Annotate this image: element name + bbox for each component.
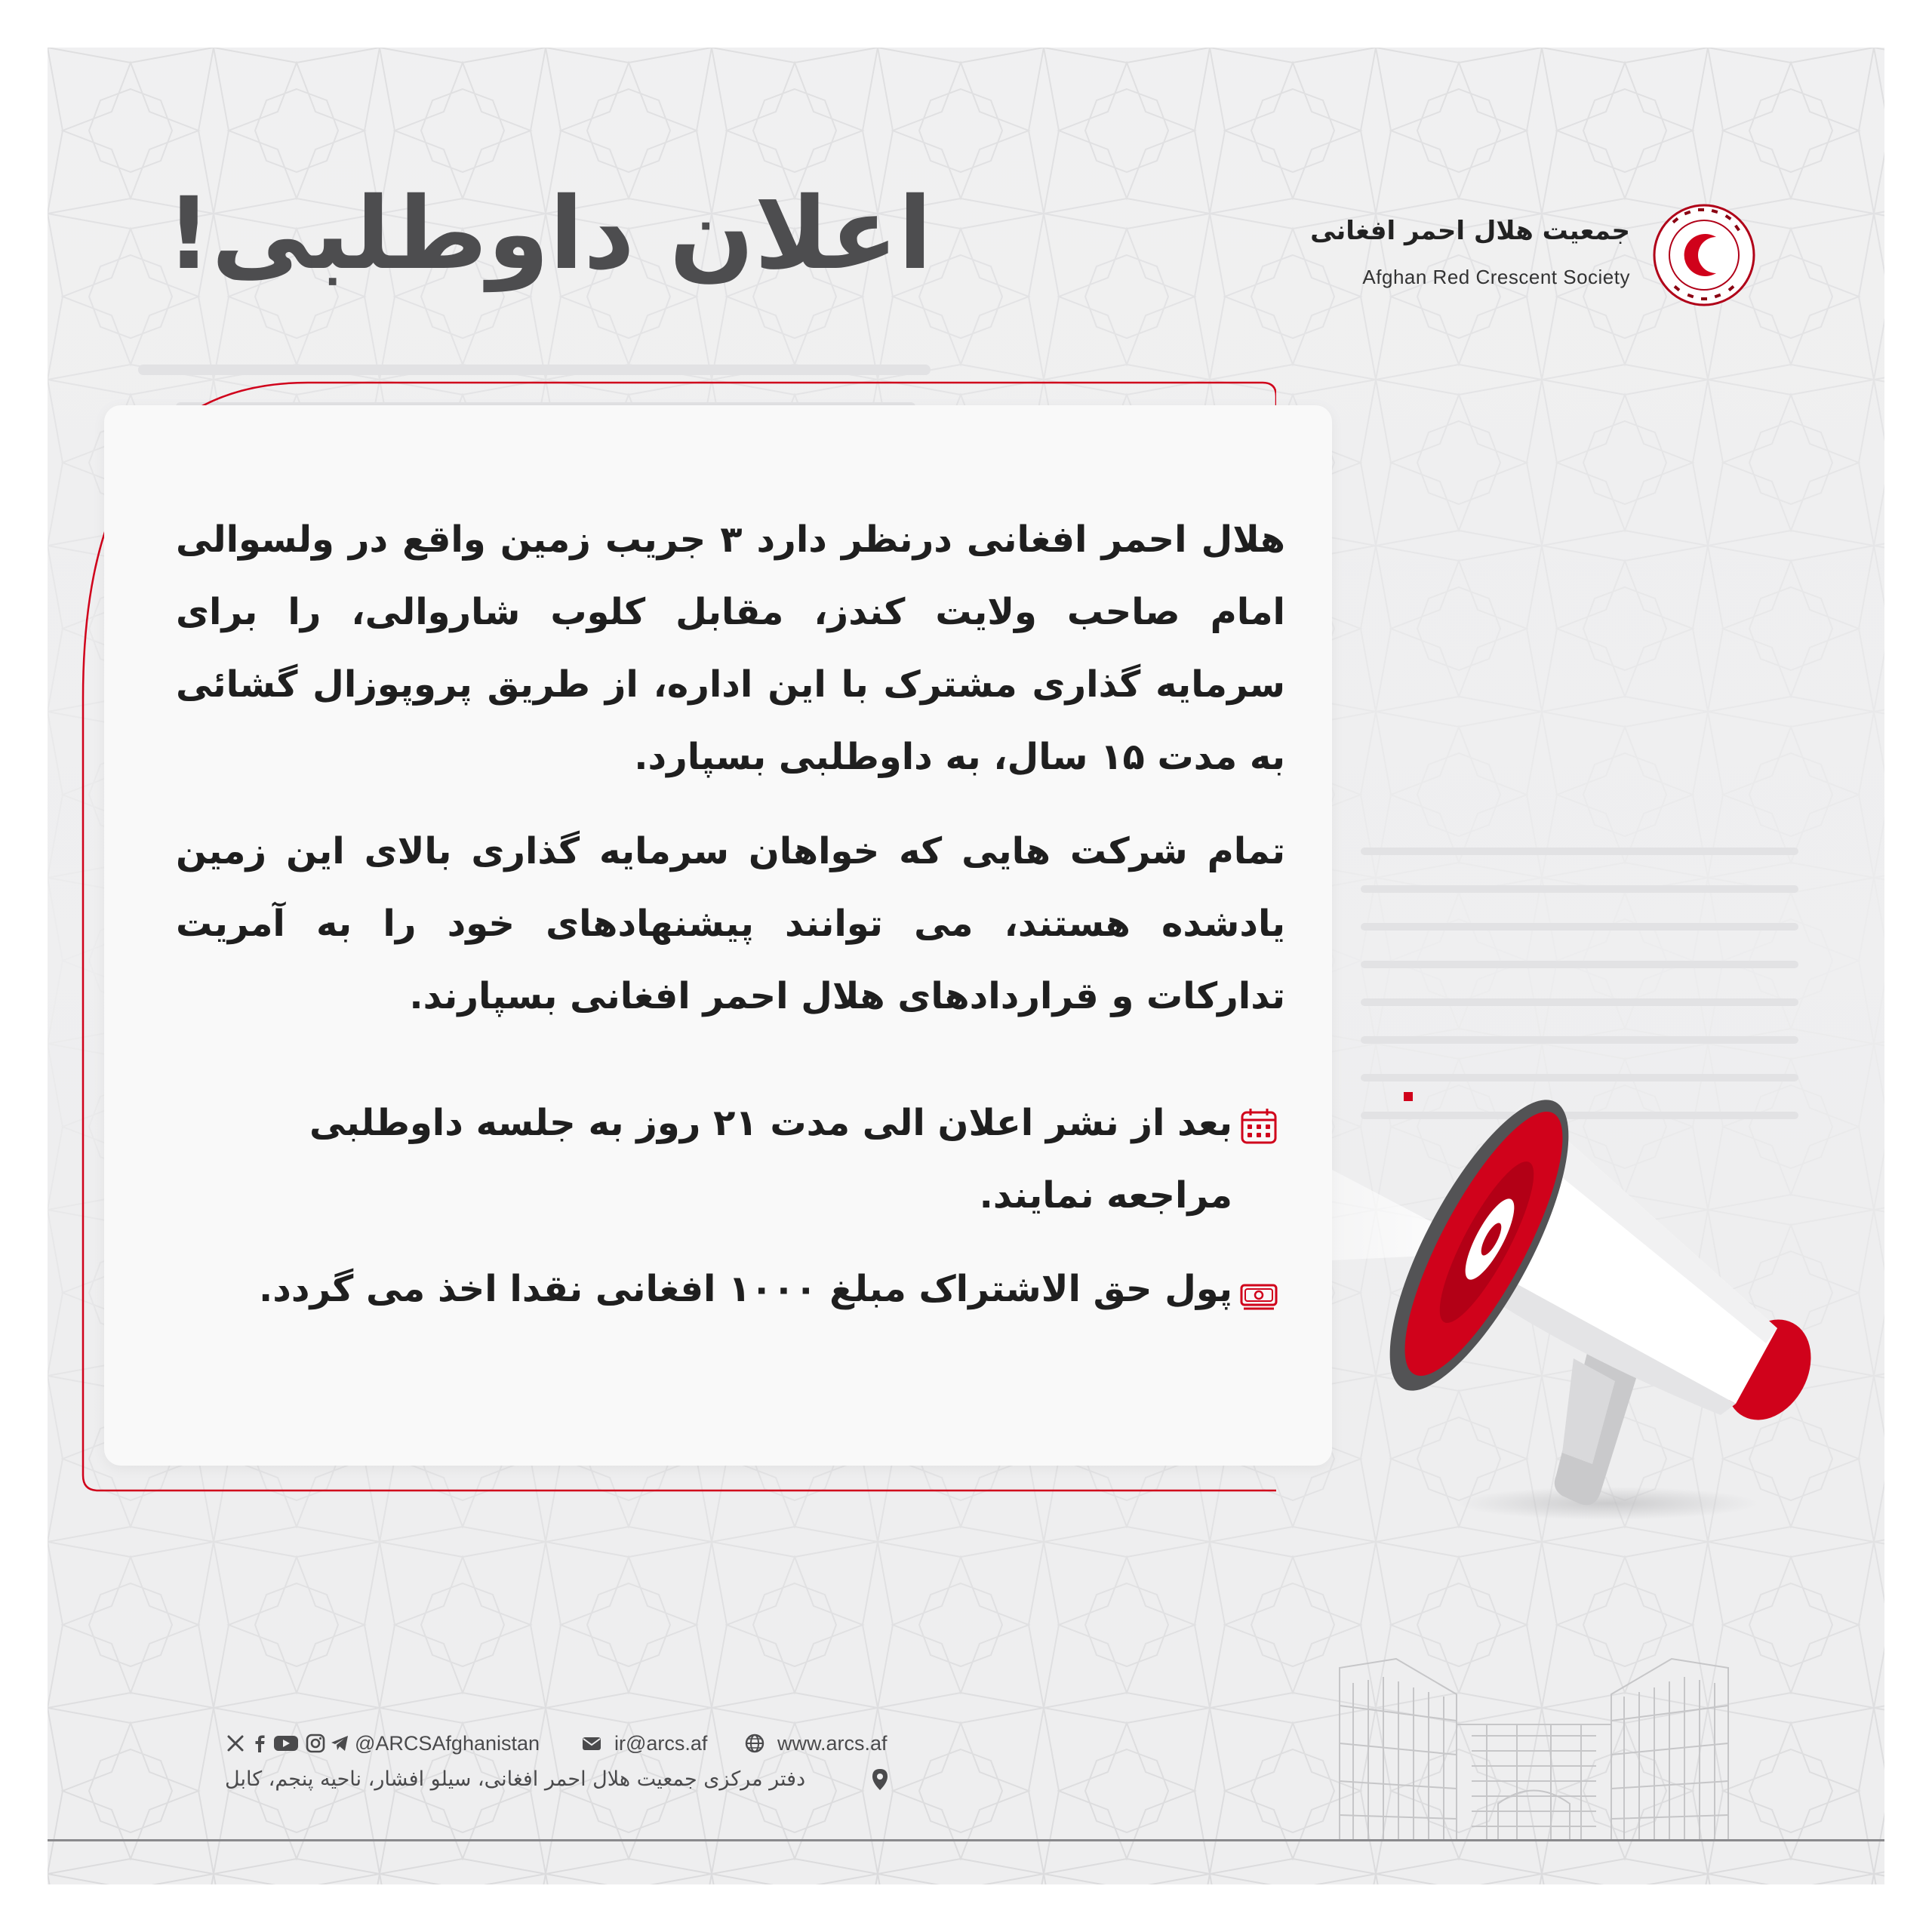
contact-bar <box>225 1726 1131 1761</box>
email-link[interactable]: ir@arcs.af <box>614 1732 708 1755</box>
footer-baseline <box>48 1839 1884 1841</box>
announcement-paragraph-2: تمام شرکت هایی که خواهان سرمایه گذاری بالای این زمین یادشده هستند، می توانند پیشنهادهای خود را به آمریت تدارکات و قراردادهای هلال احمر افغانی بسپارند. <box>176 830 1285 1017</box>
arcs-logo <box>1651 202 1757 308</box>
announcement-paragraph-1: هلال احمر افغانی درنظر دارد ۳ جریب زمین واقع در ولسوالی امام صاحب ولایت کندز، مقابل کلوب شاروالی، را برای سرمایه گذاری مشترک با این اداره، از طریق پروپوزال گشائی به مدت ۱۵ سال، به داوطلبی بسپارد. <box>176 518 1285 778</box>
telegram-icon[interactable] <box>329 1733 350 1754</box>
instagram-icon[interactable] <box>305 1733 326 1754</box>
megaphone-icon <box>1245 1072 1849 1524</box>
organization-name-en: Afghan Red Crescent Society <box>1362 266 1630 288</box>
bullet-item-fee: پول حق الاشتراک مبلغ ۱۰۰۰ افغانی نقدا اخذ می گردد. <box>258 1268 1232 1310</box>
headquarters-building-illustration <box>1324 1653 1743 1849</box>
bullet-item-deadline: بعد از نشر اعلان الی مدت ۲۱ روز به جلسه داوطلبی مراجعه نمایند. <box>309 1102 1232 1217</box>
page-title: اعلان داوطلبی! <box>166 176 933 292</box>
globe-icon <box>744 1733 765 1754</box>
social-handle[interactable]: @ARCSAfghanistan <box>355 1732 540 1755</box>
email-icon <box>581 1733 602 1754</box>
x-icon[interactable] <box>225 1733 246 1754</box>
office-address: دفتر مرکزی جمعیت هلال احمر افغانی، سیلو افشار، ناحیه پنجم، کابل <box>225 1767 806 1791</box>
youtube-icon[interactable] <box>273 1733 299 1754</box>
organization-name-fa: جمعیت هلال احمر افغانی <box>1310 216 1630 246</box>
website-link[interactable]: www.arcs.af <box>777 1732 888 1755</box>
facebook-icon[interactable] <box>249 1733 270 1754</box>
location-pin-icon <box>872 1768 888 1791</box>
